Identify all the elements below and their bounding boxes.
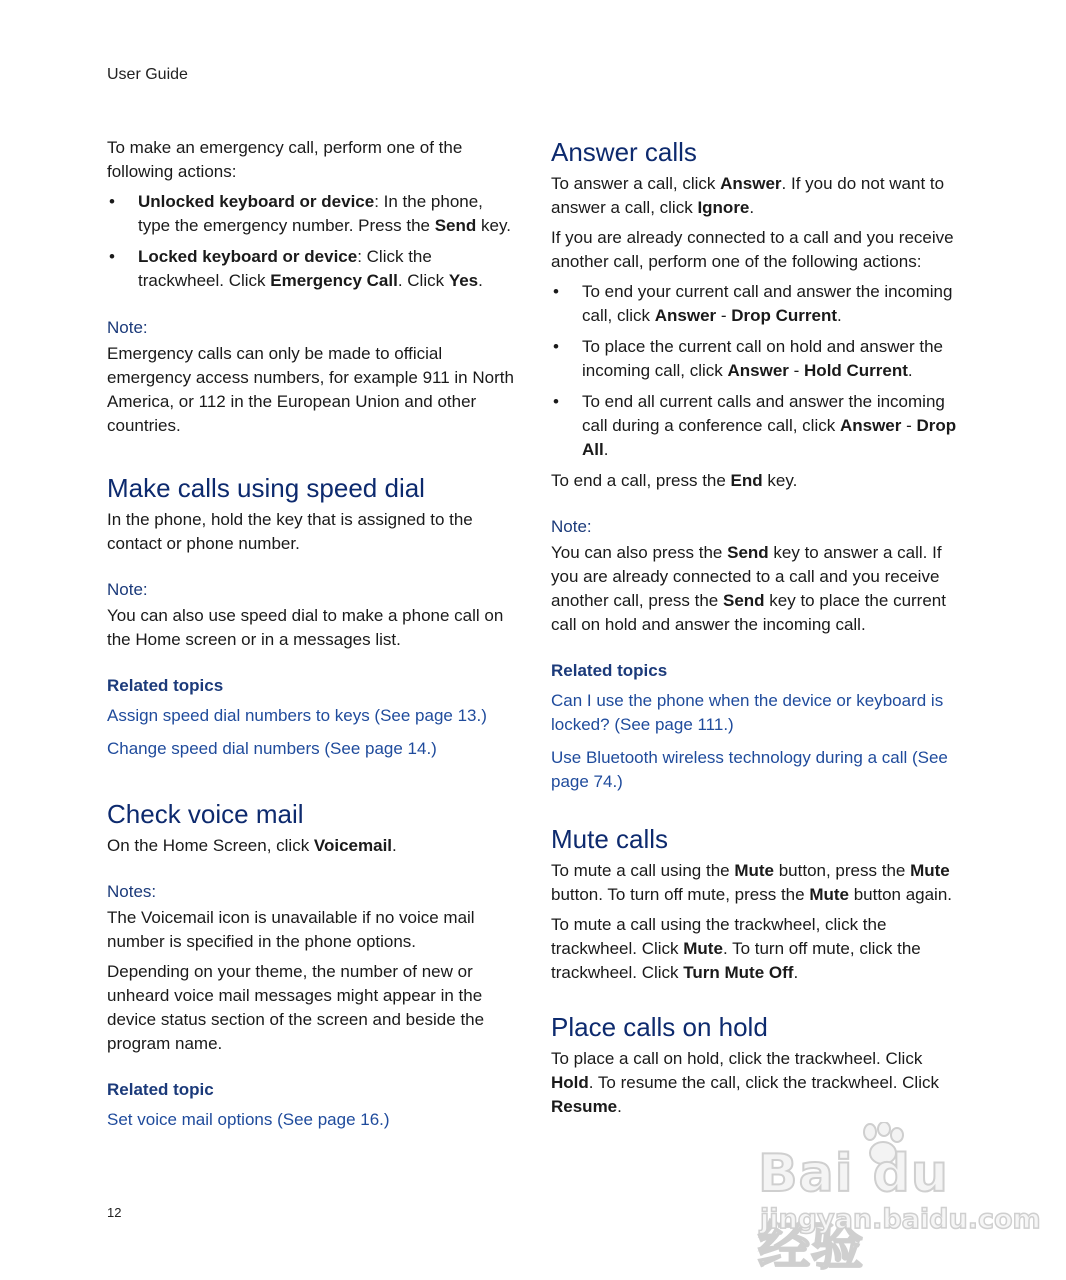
- answer-text: [551, 172, 961, 220]
- page-number: 12: [107, 1205, 122, 1220]
- emergency-list: [107, 190, 517, 293]
- bold-term: Voicemail: [313, 836, 393, 855]
- bold-term: Answer: [839, 416, 902, 435]
- text-run: To answer a call, click: [551, 174, 721, 193]
- text-run: key to answer a call. If you are already connected to a call and you receive another call, press the: [551, 543, 942, 610]
- mute-text-1: [551, 859, 961, 907]
- item-text: : Click the trackwheel. Click: [138, 247, 432, 290]
- note-label: Note:: [107, 580, 148, 599]
- text-run: On the Home Screen, click: [107, 836, 314, 855]
- related-link-bluetooth[interactable]: Use Bluetooth wireless technology during a call (See page 74.): [551, 748, 948, 791]
- text-run: To place a call on hold, click the trackwheel. Click: [551, 1049, 923, 1068]
- note-label: Note:: [551, 517, 592, 536]
- notes-text: The Voicemail icon is unavailable if no voice mail number is specified in the phone options.: [107, 908, 475, 951]
- related-link-assign-speed-dial[interactable]: Assign speed dial numbers to keys (See page 13.): [107, 706, 487, 725]
- bold-term: Unlocked keyboard or device: [138, 192, 375, 211]
- answer-list: [551, 280, 961, 462]
- bold-term: Hold Current: [804, 361, 908, 380]
- list-item: [551, 335, 961, 383]
- bold-term: Yes: [448, 271, 479, 290]
- item-text: .: [837, 306, 842, 325]
- section-title-speed-dial: Make calls using speed dial: [107, 473, 425, 503]
- section-title-voice-mail: Check voice mail: [107, 799, 304, 829]
- bold-term: Mute: [734, 861, 774, 880]
- speed-dial-text: In the phone, hold the key that is assigned to the contact or phone number.: [107, 510, 473, 553]
- list-item: [551, 390, 961, 462]
- left-column: [107, 136, 517, 1141]
- bold-term: Answer: [720, 174, 782, 193]
- emergency-intro: To make an emergency call, perform one of the following actions:: [107, 138, 463, 181]
- bold-term: Mute: [683, 939, 723, 958]
- note-text: You can also use speed dial to make a phone call on the Home screen or in a messages list.: [107, 606, 504, 649]
- watermark-main: Bai du 经验: [758, 1144, 949, 1277]
- text-run: .: [749, 198, 755, 217]
- notes-label: Notes:: [107, 882, 157, 901]
- related-topics-label: Related topics: [551, 661, 668, 680]
- text-run: .: [392, 836, 397, 855]
- bold-term: Send: [434, 216, 477, 235]
- separator: -: [901, 416, 917, 435]
- item-text: . Click: [397, 271, 449, 290]
- text-run: .: [793, 963, 799, 982]
- bold-term: Resume: [551, 1097, 618, 1116]
- bold-term: End: [730, 471, 763, 490]
- end-call-text: [551, 469, 961, 493]
- item-text: To place the current call on hold and answer the incoming call, click: [582, 337, 944, 380]
- section-title-mute-calls: Mute calls: [551, 824, 669, 854]
- hold-text: [551, 1047, 961, 1119]
- separator: -: [716, 306, 732, 325]
- bold-term: Send: [727, 543, 769, 562]
- list-item: [551, 280, 961, 328]
- text-run: button, press the: [774, 861, 911, 880]
- separator: -: [788, 361, 805, 380]
- item-text: key.: [476, 216, 511, 235]
- item-text: .: [907, 361, 913, 380]
- related-topics-label: Related topics: [107, 676, 224, 695]
- bold-term: Answer: [654, 306, 717, 325]
- note-text: Emergency calls can only be made to official emergency access numbers, for example 911 in North America, or 112 in the European Union and other countries.: [107, 344, 514, 435]
- bold-term: Drop Current: [731, 306, 838, 325]
- text-run: button again.: [848, 885, 953, 904]
- text-run: You can also press the: [551, 543, 728, 562]
- note-text: [551, 541, 961, 637]
- right-column: [551, 136, 961, 1125]
- running-header: User Guide: [107, 66, 188, 83]
- list-item: [107, 190, 517, 238]
- voice-mail-text: [107, 834, 517, 858]
- bold-term: Ignore: [697, 198, 750, 217]
- mute-text-2: [551, 913, 961, 985]
- bold-term: Mute: [809, 885, 849, 904]
- text-run: To end a call, press the: [551, 471, 731, 490]
- section-title-answer-calls: Answer calls: [551, 137, 697, 167]
- item-text: To end all current calls and answer the incoming call during a conference call, click: [582, 392, 945, 435]
- list-item: [107, 245, 517, 293]
- baidu-watermark: [758, 1122, 1041, 1277]
- answer-text-2: If you are already connected to a call and you receive another call, perform one of the following actions:: [551, 228, 954, 271]
- text-run: To mute a call using the trackwheel, click the trackwheel. Click: [551, 915, 887, 958]
- bold-term: Mute: [910, 861, 950, 880]
- bold-term: Answer: [727, 361, 789, 380]
- bold-term: Drop All: [582, 416, 957, 459]
- notes-text: Depending on your theme, the number of new or unheard voice mail messages might appear in the device status section of the screen and beside the program name.: [107, 962, 485, 1053]
- bold-term: Hold: [551, 1073, 589, 1092]
- item-text: .: [478, 271, 483, 290]
- text-run: . If you do not want to answer a call, click: [551, 174, 945, 217]
- related-link-voice-mail-options[interactable]: Set voice mail options (See page 16.): [107, 1110, 390, 1129]
- section-title-hold-calls: Place calls on hold: [551, 1012, 768, 1042]
- text-run: key.: [762, 471, 798, 490]
- item-text: .: [603, 440, 609, 459]
- item-text: To end your current call and answer the incoming call, click: [582, 282, 953, 325]
- text-run: . To resume the call, click the trackwheel. Click: [588, 1073, 939, 1092]
- text-run: button. To turn off mute, press the: [551, 885, 810, 904]
- related-link-locked-phone[interactable]: Can I use the phone when the device or keyboard is locked? (See page 111.): [551, 691, 944, 734]
- item-text: : In the phone, type the emergency number. Press the: [138, 192, 483, 235]
- related-topic-label: Related topic: [107, 1080, 214, 1099]
- watermark-url: jingyan.baidu.com: [760, 1204, 1041, 1235]
- text-run: . To turn off mute, click the trackwheel. Click: [551, 939, 921, 982]
- text-run: key to place the current call on hold and answer the incoming call.: [551, 591, 946, 634]
- text-run: .: [617, 1097, 622, 1116]
- bold-term: Turn Mute Off: [683, 963, 794, 982]
- bold-term: Send: [722, 591, 765, 610]
- bold-term: Emergency Call: [270, 271, 398, 290]
- text-run: To mute a call using the: [551, 861, 735, 880]
- bold-term: Locked keyboard or device: [138, 247, 358, 266]
- note-label: Note:: [107, 318, 148, 337]
- related-link-change-speed-dial[interactable]: Change speed dial numbers (See page 14.): [107, 739, 437, 758]
